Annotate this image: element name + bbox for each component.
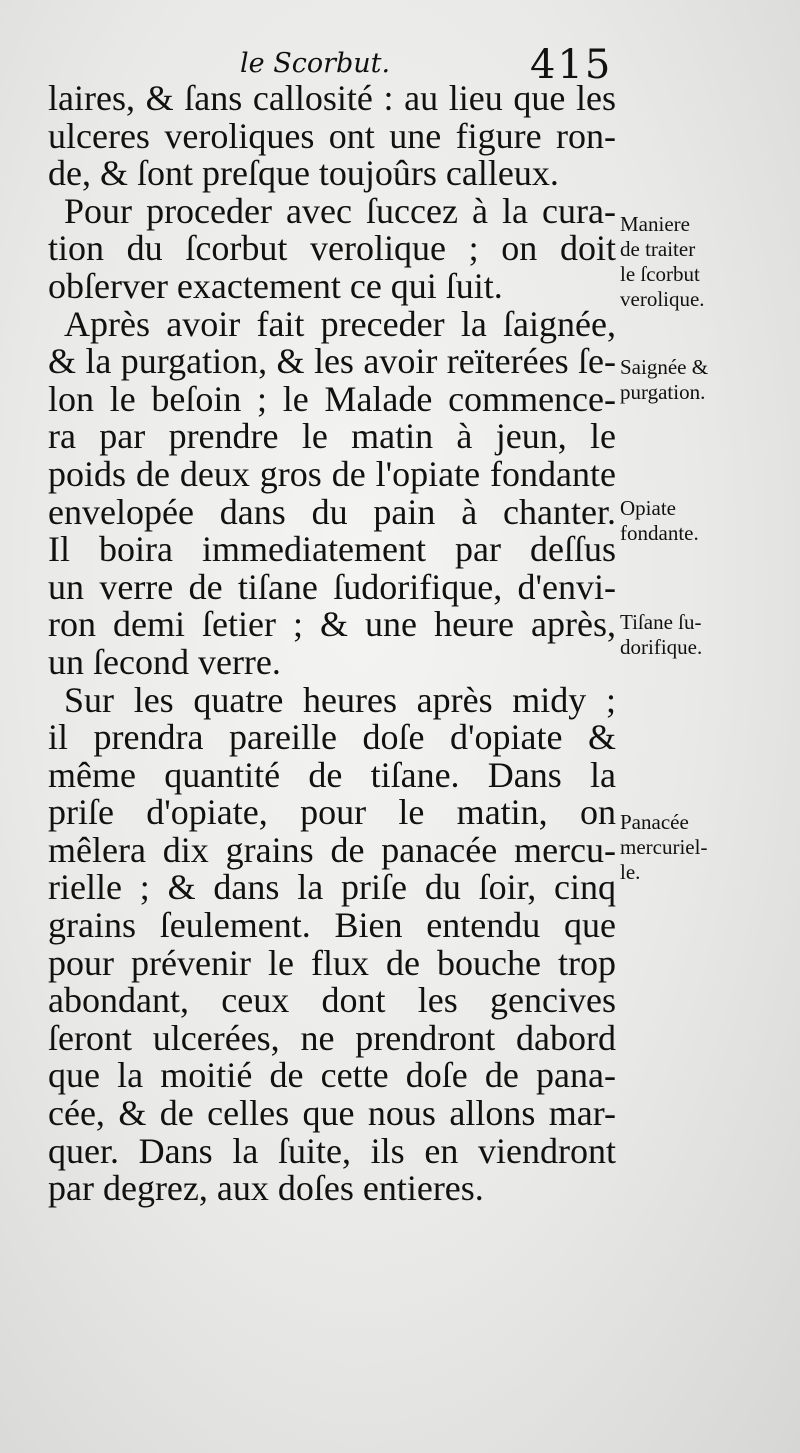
text-line: ra par prendre le matin à jeun, le bbox=[48, 416, 616, 457]
text-line: abondant, ceux dont les gencives bbox=[48, 980, 616, 1021]
margin-note-line: dorifique. bbox=[620, 635, 703, 659]
margin-note-line: Panacée bbox=[620, 810, 689, 834]
text-line: Pour proceder avec ſuccez à la cura- bbox=[64, 190, 616, 231]
text-line: pour prévenir le flux de bouche trop bbox=[48, 942, 616, 983]
text-line: ſeront ulcerées, ne prendront dabord bbox=[48, 1017, 616, 1058]
margin-note-opiate bbox=[620, 496, 790, 546]
text-line: Sur les quatre heures après midy ; bbox=[64, 679, 616, 720]
text-line: Il boira immediatement par deſſus bbox=[48, 529, 616, 570]
text-line: priſe d'opiate, pour le matin, on bbox=[48, 792, 616, 833]
text-line: de, & ſont preſque toujoûrs calleux. bbox=[48, 153, 559, 194]
margin-note-line: Maniere bbox=[620, 212, 690, 236]
text-line: Après avoir fait preceder la ſaignée, bbox=[64, 303, 616, 344]
margin-note-line: Saignée & bbox=[620, 355, 709, 379]
text-line: cée, & de celles que nous allons mar- bbox=[48, 1093, 616, 1134]
text-line: par degrez, aux doſes entieres. bbox=[48, 1168, 484, 1209]
text-line: laires, & ſans callosité : au lieu que les bbox=[48, 78, 616, 118]
text-line: que la moitié de cette doſe de pana- bbox=[48, 1055, 616, 1096]
margin-note-panacee bbox=[620, 810, 790, 885]
margin-note-line: le. bbox=[620, 860, 641, 884]
margin-note-tisane bbox=[620, 610, 790, 660]
margin-note-line: Tiſane ſu- bbox=[620, 610, 702, 634]
margin-note-line: verolique. bbox=[620, 287, 705, 311]
text-line: quer. Dans la ſuite, ils en viendront bbox=[48, 1130, 616, 1171]
margin-note-line: purgation. bbox=[620, 380, 706, 404]
margin-note-line: de traiter bbox=[620, 237, 696, 261]
text-line: ulceres veroliques ont une figure ron- bbox=[48, 115, 616, 156]
page-number: 415 bbox=[530, 42, 613, 88]
text-line: tion du ſcorbut verolique ; on doit bbox=[48, 228, 616, 269]
text-line: & la purgation, & les avoir reïterées ſe- bbox=[48, 341, 616, 382]
text-line: rielle ; & dans la priſe du ſoir, cinq bbox=[48, 867, 616, 908]
text-line: mêlera dix grains de panacée mercu- bbox=[48, 829, 616, 870]
text-line: un verre de tiſane ſudorifique, d'envi- bbox=[48, 566, 616, 607]
text-line: il prendra pareille doſe d'opiate & bbox=[48, 717, 616, 758]
text-line: grains ſeulement. Bien entendu que bbox=[48, 905, 616, 946]
running-title: le Scorbut. bbox=[240, 48, 391, 79]
text-line: ron demi ſetier ; & une heure après, bbox=[48, 604, 616, 645]
margin-note-line: le ſcorbut bbox=[620, 262, 700, 286]
margin-note-line: fondante. bbox=[620, 521, 699, 545]
margin-note-maniere bbox=[620, 212, 790, 312]
margin-note-line: Opiate bbox=[620, 496, 676, 520]
text-line: poids de deux gros de l'opiate fondante bbox=[48, 453, 616, 494]
margin-note-saignee bbox=[620, 355, 790, 405]
margin-note-line: mercuriel- bbox=[620, 835, 708, 859]
text-line: obſerver exactement ce qui ſuit. bbox=[48, 265, 503, 306]
text-line: même quantité de tiſane. Dans la bbox=[48, 754, 616, 795]
text-line: lon le beſoin ; le Malade commence- bbox=[48, 378, 616, 419]
body-text bbox=[48, 80, 616, 1208]
text-line: envelopée dans du pain à chanter. bbox=[48, 491, 616, 532]
text-line: un ſecond verre. bbox=[48, 641, 281, 682]
